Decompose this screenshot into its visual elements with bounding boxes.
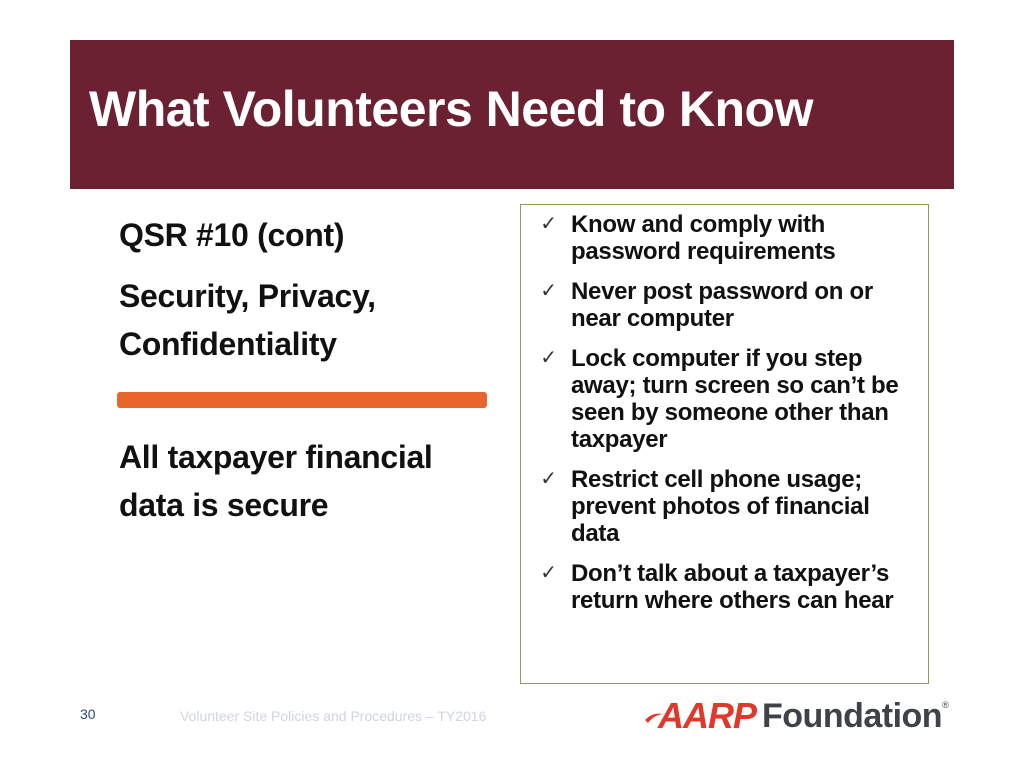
checklist-item-text: Restrict cell phone usage; prevent photos of financial data xyxy=(571,466,870,547)
registered-mark: ® xyxy=(942,700,949,710)
checklist-item xyxy=(521,211,922,265)
checklist-item xyxy=(521,345,922,453)
left-column xyxy=(119,214,499,368)
checklist-item xyxy=(521,560,922,614)
footer-text: Volunteer Site Policies and Procedures – TY2016 xyxy=(180,708,487,724)
logo-brand: AARP xyxy=(658,695,757,736)
checklist-item-text: Don’t talk about a taxpayer’s return where others can hear xyxy=(571,560,894,614)
title-banner xyxy=(70,40,954,189)
aarp-foundation-logo xyxy=(644,696,949,736)
logo-name: Foundation xyxy=(762,697,943,735)
key-statement: All taxpayer financial data is secure xyxy=(119,439,433,523)
check-mark-icon: ✓ xyxy=(540,347,557,369)
check-mark-icon: ✓ xyxy=(540,562,557,584)
checklist-item xyxy=(521,278,922,332)
check-mark-icon: ✓ xyxy=(540,468,557,490)
orange-divider xyxy=(117,392,487,408)
checklist-item xyxy=(521,466,922,547)
check-mark-icon: ✓ xyxy=(540,280,557,302)
checklist-item-text: Know and comply with password requirements xyxy=(571,211,836,265)
slide-topic: Security, Privacy, Confidentiality xyxy=(119,278,376,362)
checklist-item-text: Never post password on or near computer xyxy=(571,278,873,332)
slide-subtitle: QSR #10 (cont) xyxy=(119,217,345,253)
check-mark-icon: ✓ xyxy=(540,213,557,235)
slide-title: What Volunteers Need to Know xyxy=(89,81,813,137)
slide-number: 30 xyxy=(80,706,96,722)
checklist-item-text: Lock computer if you step away; turn screen so can’t be seen by someone other than taxpayer xyxy=(571,345,899,453)
checklist-box xyxy=(520,204,929,684)
